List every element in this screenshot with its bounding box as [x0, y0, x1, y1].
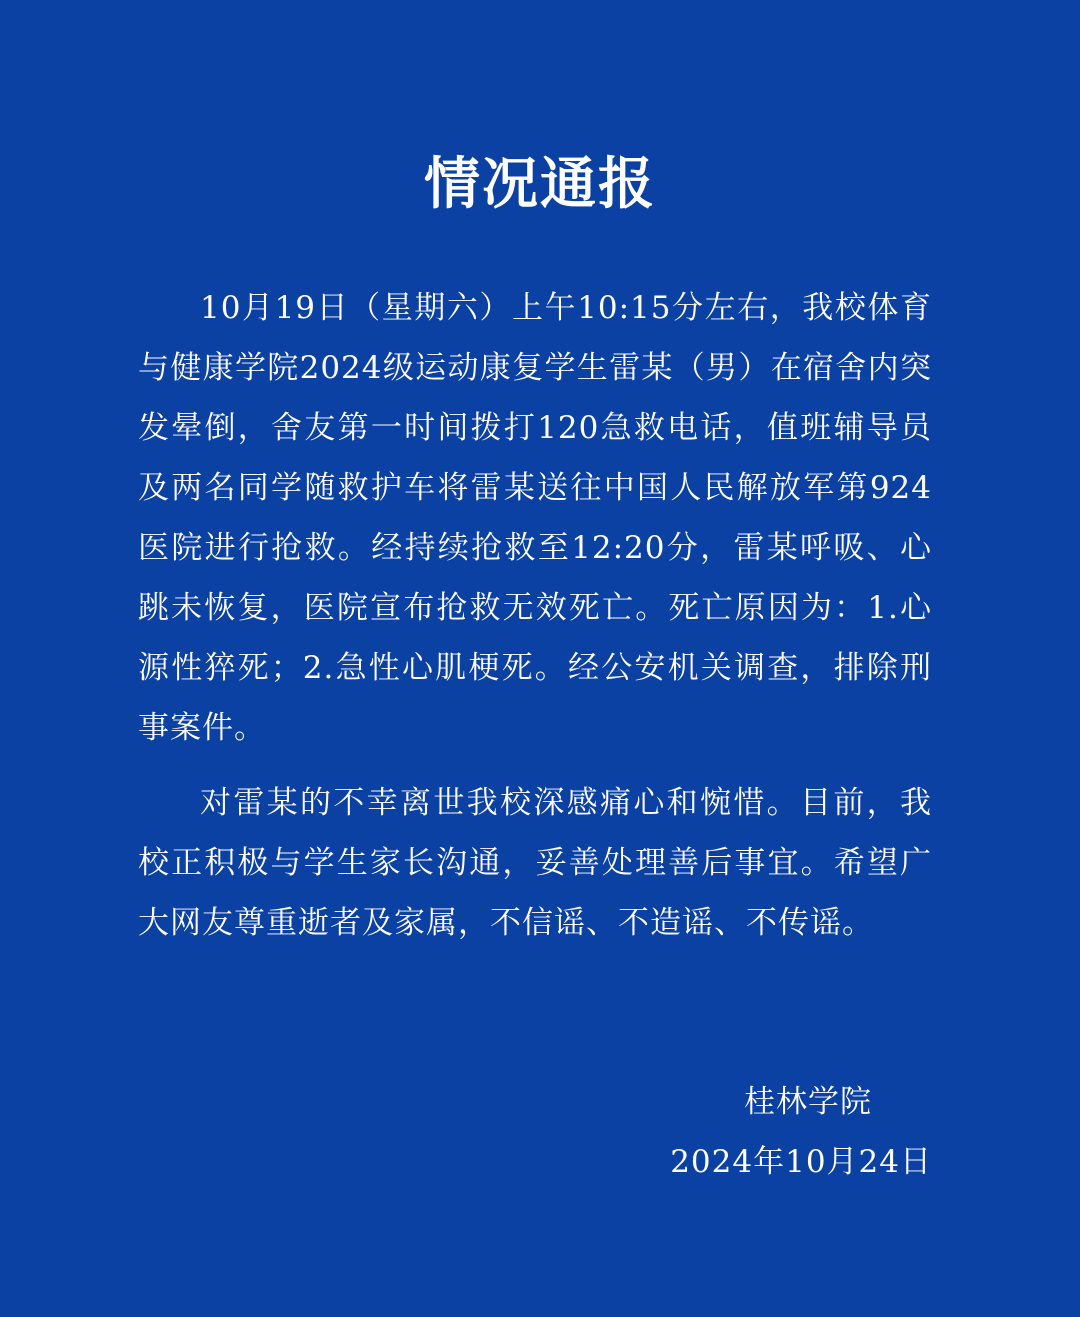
notice-paragraph-2: 对雷某的不幸离世我校深感痛心和惋惜。目前，我校正积极与学生家长沟通，妥善处理善后事宜。希望广大网友尊重逝者及家属，不信谣、不造谣、不传谣。	[138, 785, 932, 941]
signature-organization: 桂林学院	[744, 1084, 872, 1120]
signature-date: 2024年10月24日	[670, 1144, 932, 1180]
notice-title: 情况通报	[424, 151, 656, 217]
notice-paragraph-1: 10月19日（星期六）上午10:15分左右，我校体育与健康学院2024级运动康复学生雷某（男）在宿舍内突发晕倒，舍友第一时间拨打120急救电话，值班辅导员及两名同学随救护车将雷某送往中国人民解放军第924医院进行抢救。经持续抢救至12:20分，雷某呼吸、心跳未恢复，医院宣布抢救无效死亡。死亡原因为：1.心源性猝死；2.急性心肌梗死。经公安机关调查，排除刑事案件。	[138, 290, 932, 746]
